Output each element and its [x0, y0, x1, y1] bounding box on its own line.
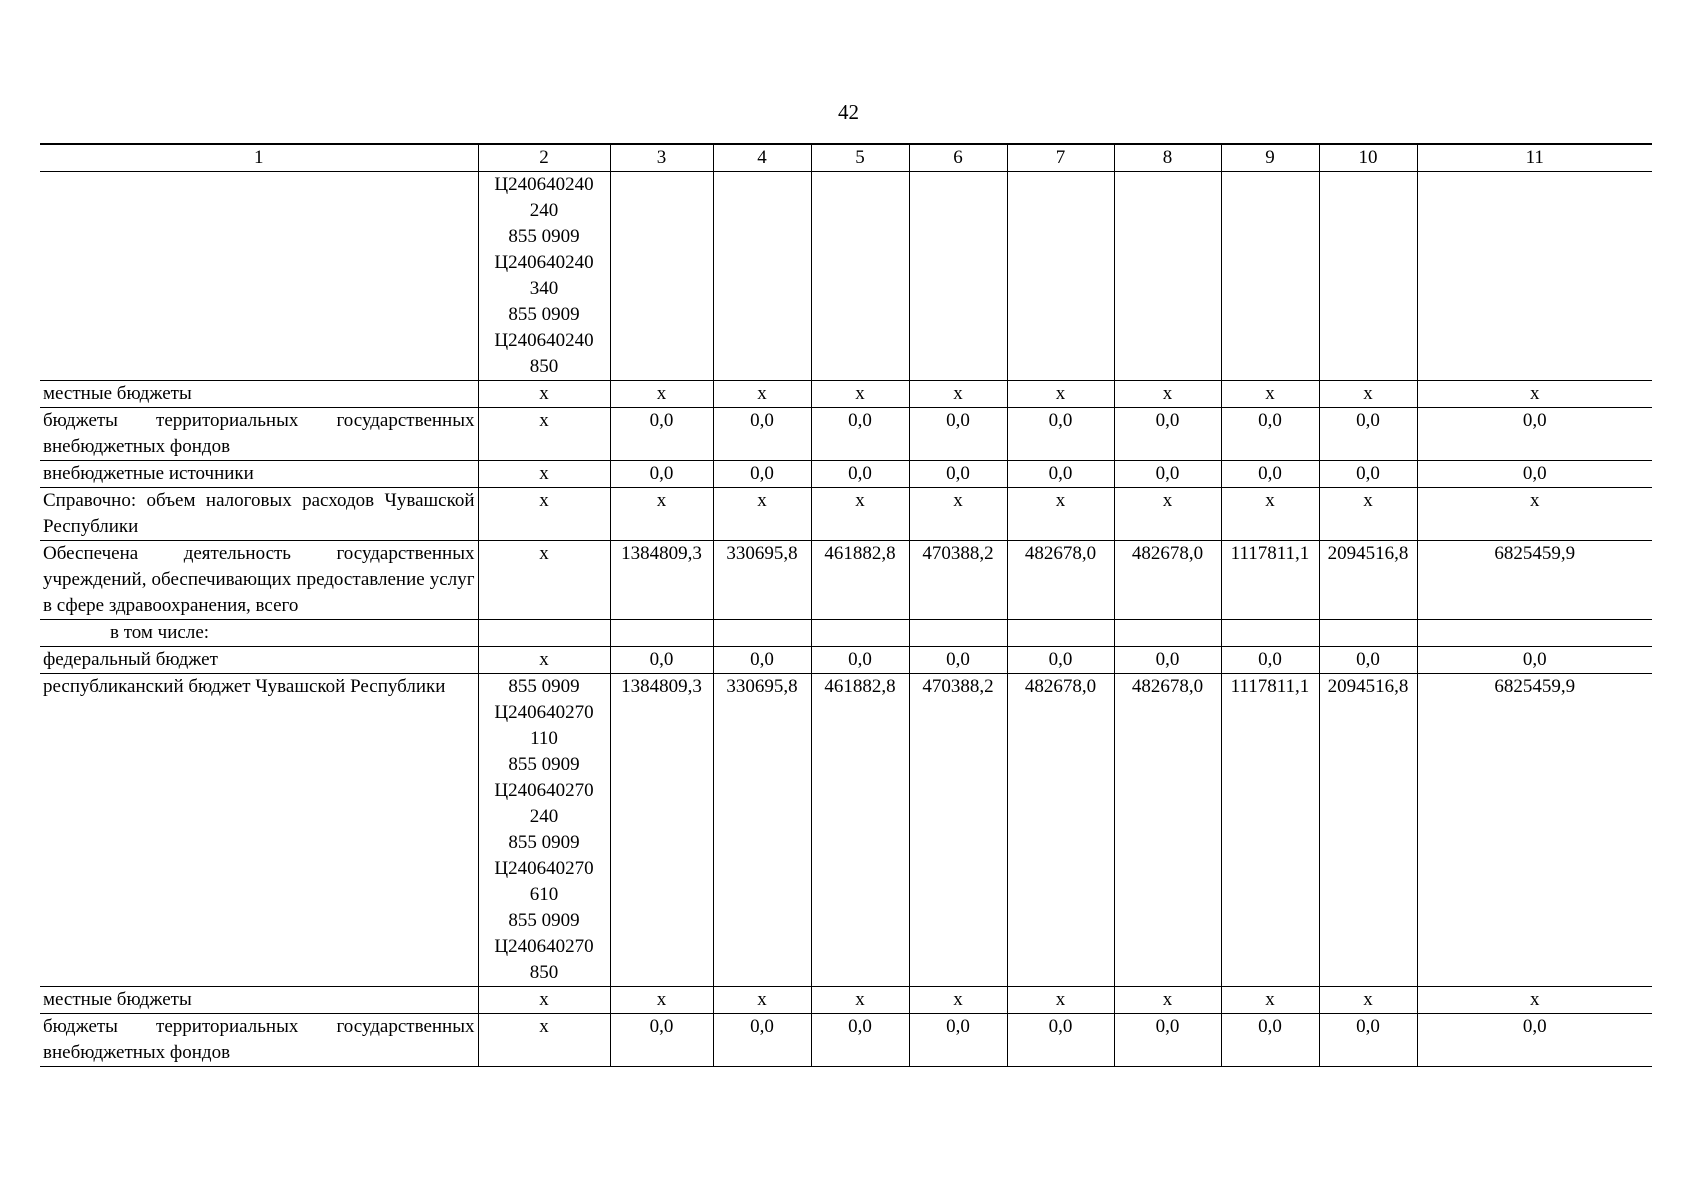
value-cell: x	[1007, 488, 1114, 541]
row-description: бюджеты территориальных государственных внебюджетных фондов	[40, 1014, 478, 1067]
row-description: бюджеты территориальных государственных внебюджетных фондов	[40, 408, 478, 461]
value-cell: 0,0	[1417, 408, 1652, 461]
value-cell: x	[1114, 987, 1221, 1014]
row-description: Обеспечена деятельность государственных учреждений, обеспечивающих предоставление услуг в сфере здравоохранения, всего	[40, 541, 478, 620]
value-cell: x	[1114, 381, 1221, 408]
budget-code: x	[478, 541, 610, 620]
value-cell: x	[1417, 987, 1652, 1014]
value-cell: 0,0	[1319, 647, 1417, 674]
value-cell: x	[1221, 488, 1319, 541]
value-cell: x	[1221, 381, 1319, 408]
value-cell: x	[713, 488, 811, 541]
budget-table	[40, 143, 1652, 1067]
budget-code: Ц240640240 240 855 0909 Ц240640240 340 855 0909 Ц240640240 850	[478, 172, 610, 381]
value-cell: 0,0	[1417, 1014, 1652, 1067]
value-cell: x	[1319, 381, 1417, 408]
value-cell	[1221, 620, 1319, 647]
value-cell: 1117811,1	[1221, 674, 1319, 987]
value-cell: x	[1007, 381, 1114, 408]
value-cell: 0,0	[713, 647, 811, 674]
column-header: 1	[40, 144, 478, 172]
table-row	[40, 674, 1652, 987]
table-row	[40, 381, 1652, 408]
value-cell: x	[1417, 381, 1652, 408]
value-cell: 0,0	[1221, 461, 1319, 488]
table-row	[40, 647, 1652, 674]
column-header: 7	[1007, 144, 1114, 172]
value-cell: 0,0	[1114, 647, 1221, 674]
value-cell	[909, 172, 1007, 381]
table-row	[40, 488, 1652, 541]
value-cell	[1114, 620, 1221, 647]
row-description: местные бюджеты	[40, 987, 478, 1014]
row-description: федеральный бюджет	[40, 647, 478, 674]
column-number-row	[40, 144, 1652, 172]
value-cell: 2094516,8	[1319, 674, 1417, 987]
column-header: 6	[909, 144, 1007, 172]
value-cell: 0,0	[1319, 408, 1417, 461]
value-cell: x	[1417, 488, 1652, 541]
value-cell: 482678,0	[1007, 674, 1114, 987]
value-cell: 0,0	[909, 461, 1007, 488]
budget-code: x	[478, 488, 610, 541]
column-header: 4	[713, 144, 811, 172]
table-row	[40, 541, 1652, 620]
value-cell: 0,0	[1221, 1014, 1319, 1067]
budget-code	[478, 620, 610, 647]
value-cell: x	[1319, 987, 1417, 1014]
table-row	[40, 1014, 1652, 1067]
value-cell: x	[1007, 987, 1114, 1014]
value-cell: 0,0	[713, 461, 811, 488]
budget-code: x	[478, 381, 610, 408]
budget-code: x	[478, 408, 610, 461]
value-cell	[1221, 172, 1319, 381]
value-cell: 330695,8	[713, 674, 811, 987]
value-cell	[1319, 172, 1417, 381]
value-cell: x	[610, 381, 713, 408]
row-description: в том числе:	[40, 620, 478, 647]
value-cell: x	[713, 381, 811, 408]
value-cell: 0,0	[909, 647, 1007, 674]
value-cell: 461882,8	[811, 541, 909, 620]
row-description: республиканский бюджет Чувашской Республики	[40, 674, 478, 987]
column-header: 11	[1417, 144, 1652, 172]
table-row	[40, 987, 1652, 1014]
value-cell: 1384809,3	[610, 674, 713, 987]
column-header: 9	[1221, 144, 1319, 172]
table-row	[40, 172, 1652, 381]
value-cell: x	[909, 488, 1007, 541]
value-cell: 0,0	[1007, 647, 1114, 674]
column-header: 5	[811, 144, 909, 172]
column-header: 10	[1319, 144, 1417, 172]
table-row	[40, 461, 1652, 488]
table-row	[40, 620, 1652, 647]
value-cell	[610, 620, 713, 647]
value-cell: 0,0	[610, 461, 713, 488]
value-cell: x	[811, 488, 909, 541]
value-cell: 0,0	[811, 461, 909, 488]
value-cell: 6825459,9	[1417, 674, 1652, 987]
value-cell: 0,0	[1221, 647, 1319, 674]
value-cell: 0,0	[811, 408, 909, 461]
value-cell	[909, 620, 1007, 647]
row-description: внебюджетные источники	[40, 461, 478, 488]
value-cell	[811, 172, 909, 381]
value-cell: 1384809,3	[610, 541, 713, 620]
value-cell: 470388,2	[909, 674, 1007, 987]
table-body	[40, 172, 1652, 1067]
column-header: 8	[1114, 144, 1221, 172]
value-cell	[1319, 620, 1417, 647]
value-cell: 482678,0	[1114, 674, 1221, 987]
value-cell: x	[811, 381, 909, 408]
value-cell: x	[610, 488, 713, 541]
column-header: 3	[610, 144, 713, 172]
value-cell: 482678,0	[1114, 541, 1221, 620]
row-description: местные бюджеты	[40, 381, 478, 408]
value-cell: 330695,8	[713, 541, 811, 620]
column-header: 2	[478, 144, 610, 172]
value-cell: 0,0	[713, 408, 811, 461]
value-cell: 0,0	[1114, 408, 1221, 461]
value-cell	[811, 620, 909, 647]
value-cell: 0,0	[1114, 461, 1221, 488]
value-cell: 0,0	[1319, 461, 1417, 488]
value-cell: 461882,8	[811, 674, 909, 987]
value-cell: 0,0	[1221, 408, 1319, 461]
value-cell: x	[610, 987, 713, 1014]
value-cell	[1417, 620, 1652, 647]
budget-code: x	[478, 647, 610, 674]
value-cell: 0,0	[1417, 647, 1652, 674]
value-cell: 0,0	[1007, 461, 1114, 488]
value-cell: 0,0	[713, 1014, 811, 1067]
value-cell: 470388,2	[909, 541, 1007, 620]
value-cell: x	[1319, 488, 1417, 541]
value-cell	[1007, 172, 1114, 381]
value-cell: 0,0	[811, 647, 909, 674]
value-cell: 0,0	[1417, 461, 1652, 488]
value-cell	[1007, 620, 1114, 647]
value-cell	[1114, 172, 1221, 381]
value-cell: 0,0	[610, 647, 713, 674]
value-cell: 0,0	[811, 1014, 909, 1067]
row-description: Справочно: объем налоговых расходов Чувашской Республики	[40, 488, 478, 541]
row-description	[40, 172, 478, 381]
value-cell: 482678,0	[1007, 541, 1114, 620]
value-cell	[713, 620, 811, 647]
value-cell: x	[909, 987, 1007, 1014]
value-cell: 0,0	[1007, 1014, 1114, 1067]
value-cell: x	[713, 987, 811, 1014]
value-cell: 0,0	[909, 1014, 1007, 1067]
value-cell: 0,0	[909, 408, 1007, 461]
value-cell	[610, 172, 713, 381]
page-number: 42	[838, 100, 859, 124]
value-cell: 0,0	[610, 1014, 713, 1067]
budget-code: x	[478, 1014, 610, 1067]
budget-code: 855 0909 Ц240640270 110 855 0909 Ц240640270 240 855 0909 Ц240640270 610 855 0909 Ц240640270 850	[478, 674, 610, 987]
value-cell: 0,0	[610, 408, 713, 461]
budget-code: x	[478, 987, 610, 1014]
value-cell	[1417, 172, 1652, 381]
value-cell: 2094516,8	[1319, 541, 1417, 620]
value-cell: x	[909, 381, 1007, 408]
value-cell: x	[1114, 488, 1221, 541]
value-cell: x	[1221, 987, 1319, 1014]
value-cell: 6825459,9	[1417, 541, 1652, 620]
table-row	[40, 408, 1652, 461]
value-cell	[713, 172, 811, 381]
budget-code: x	[478, 461, 610, 488]
value-cell: 0,0	[1007, 408, 1114, 461]
value-cell: 0,0	[1114, 1014, 1221, 1067]
value-cell: 1117811,1	[1221, 541, 1319, 620]
value-cell: 0,0	[1319, 1014, 1417, 1067]
value-cell: x	[811, 987, 909, 1014]
